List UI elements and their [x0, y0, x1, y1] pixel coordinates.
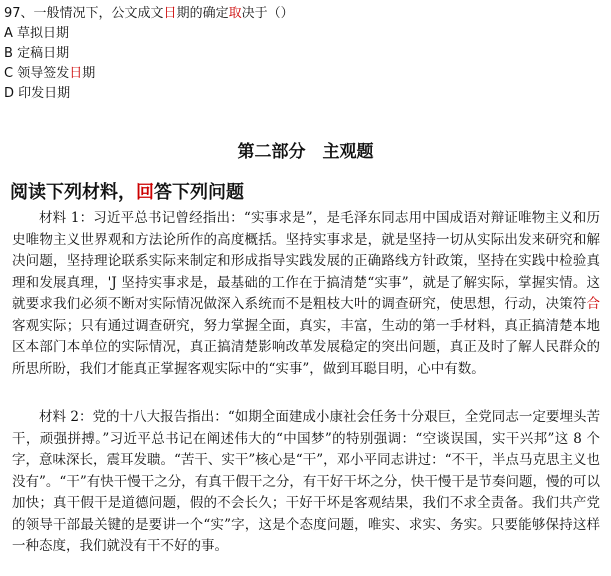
option-text: 领导签发: [17, 66, 70, 81]
material-2-paragraph: 材料 2：党的十八大报告指出：“如期全面建成小康社会任务十分艰巨，全党同志一定要埋头苦干，顽强拼搏。”习近平总书记在阐述伟大的“中国梦”的特别强调：“空谈误国，实干兴邦”这 8 个字，意味深长，震耳发聩。“苦干、实干”核心是“干”，邓小平同志讲过：“不干，半点马克思主义也没有”。“干”有快干慢干之分，有真干假干之分，有干好干坏之分，快干慢干是节奏问题，慢的可以加快；真干假干是道德问题，假的不会长久；干好干坏是客观结果，我们不求全责备。我们共产党的领导干部最关键的是要讲一个“实”字，这是个态度问题，唯实、求实、务实。只要能够保持这样一种态度，我们就没有干不好的事。: [12, 409, 601, 554]
part-title: 第二部分 主观题: [237, 142, 374, 162]
option-d: [4, 84, 604, 104]
question-highlight: 取: [228, 6, 242, 21]
question-stem-text: 决于（）: [241, 6, 294, 21]
question-stem-text: 期的确定: [176, 6, 229, 21]
question-stem: [4, 4, 604, 24]
material-1-text: 材料 1：习近平总书记曾经指出：“实事求是”，是毛泽东同志用中国成语对辩证唯物主义和历史唯物主义世界观和方法论所作的高度概括。坚持实事求是，就是坚持一切从实际出发来研究和解决问题，坚持理论联系实际来制定和形成指导实践发展的正确路线方针政策，坚持在实践中检验真理和发展真理，'J 坚持实事求是，最基础的工作在于搞清楚“实事”，就是了解实际，掌握实情。这就要求我们必须不断对实际情况做深入系统而不是粗枝大叶的调查研究，使思想，行动，决策符: [12, 210, 600, 312]
option-text: 草拟日期: [17, 26, 70, 41]
material-1-text: 客观实际；只有通过调查研究，努力掌握全面，真实，丰富，生动的第一手材料，真正搞清楚本地区本部门本单位的实际情况，真正搞清楚影响改革发展稳定的突出问题，真正及时了解人民群众的所思所盼，我们才能真正掌握客观实际中的“实事”，做到耳聪目明，心中有数。: [12, 317, 600, 377]
question-highlight: 日: [163, 6, 177, 21]
option-highlight: 日: [69, 66, 83, 81]
option-letter: C: [4, 66, 14, 81]
option-a: [4, 24, 604, 44]
option-letter: D: [4, 86, 15, 101]
option-c: [4, 64, 604, 84]
option-letter: A: [4, 26, 13, 41]
material-1-highlight: 合: [586, 296, 600, 312]
section-title-text: 答下列问题: [154, 182, 244, 203]
option-b: [4, 44, 604, 64]
option-letter: B: [4, 46, 13, 61]
material-1-paragraph: [12, 208, 600, 380]
section-title: [10, 178, 244, 204]
question-block: [4, 4, 604, 104]
question-stem-text: 97、一般情况下，公文成文: [4, 6, 164, 21]
option-text: 印发日期: [18, 86, 71, 101]
option-text: 定稿日期: [17, 46, 70, 61]
section-title-highlight: 回: [136, 182, 154, 203]
option-text: 期: [82, 66, 96, 81]
section-title-text: 阅读下列材料，: [10, 182, 136, 203]
